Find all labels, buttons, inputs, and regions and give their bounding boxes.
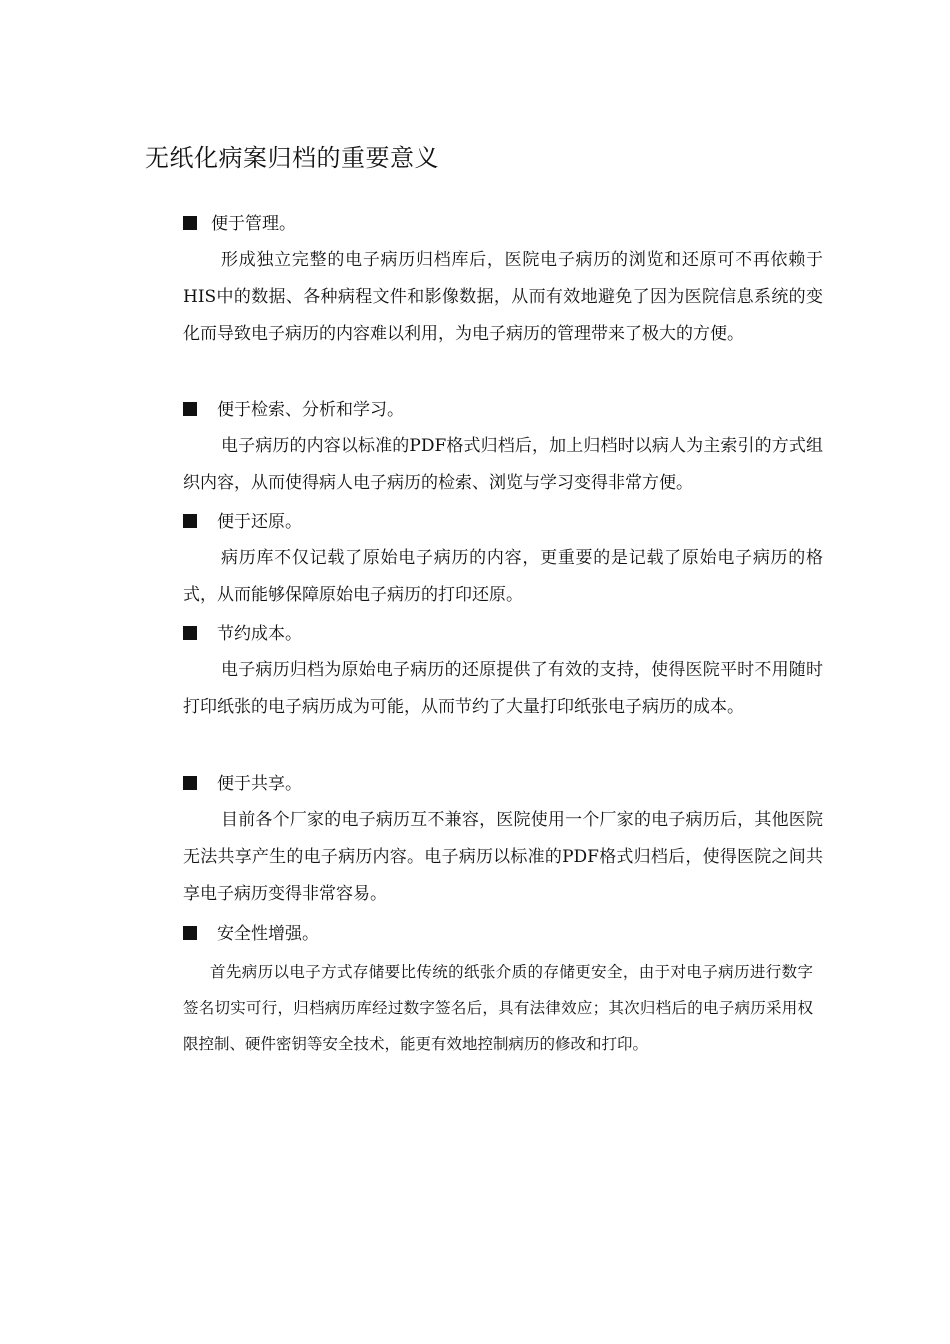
- section-heading-text: 便于共享。: [217, 774, 302, 794]
- section-heading: [183, 620, 823, 648]
- section-heading-text: 安全性增强。: [217, 924, 319, 944]
- section-paragraph: 电子病历归档为原始电子病历的还原提供了有效的支持，使得医院平时不用随时打印纸张的电子病历成为可能，从而节约了大量打印纸张电子病历的成本。: [183, 660, 823, 717]
- section-share: [183, 770, 823, 913]
- square-bullet-icon: [183, 514, 197, 528]
- section-heading-text: 便于还原。: [217, 512, 302, 532]
- section-heading-text: 便于检索、分析和学习。: [217, 400, 404, 420]
- square-bullet-icon: [183, 626, 197, 640]
- section-heading-text: 节约成本。: [217, 624, 302, 644]
- section-restore: [183, 508, 823, 614]
- section-search: [183, 396, 823, 502]
- section-heading-text: 便于管理。: [211, 214, 296, 234]
- section-heading: [183, 396, 823, 424]
- section-cost: [183, 620, 823, 726]
- section-paragraph: 目前各个厂家的电子病历互不兼容，医院使用一个厂家的电子病历后，其他医院无法共享产生的电子病历内容。电子病历以标准的PDF格式归档后，使得医院之间共享电子病历变得非常容易。: [183, 810, 823, 904]
- section-paragraph: 形成独立完整的电子病历归档库后，医院电子病历的浏览和还原可不再依赖于HIS中的数据、各种病程文件和影像数据，从而有效地避免了因为医院信息系统的变化而导致电子病历的内容难以利用，为电子病历的管理带来了极大的方便。: [183, 250, 823, 344]
- section-heading: [183, 920, 823, 948]
- section-paragraph: 电子病历的内容以标准的PDF格式归档后，加上归档时以病人为主索引的方式组织内容，从而使得病人电子病历的检索、浏览与学习变得非常方便。: [183, 436, 823, 493]
- section-heading: [183, 210, 823, 238]
- square-bullet-icon: [183, 402, 197, 416]
- page-title: 无纸化病案归档的重要意义: [145, 144, 439, 172]
- square-bullet-icon: [183, 776, 197, 790]
- square-bullet-icon: [183, 926, 197, 940]
- section-heading: [183, 770, 823, 798]
- section-management: [183, 210, 823, 353]
- section-security: [183, 920, 823, 948]
- section-paragraph: 首先病历以电子方式存储要比传统的纸张介质的存储更安全，由于对电子病历进行数字签名切实可行，归档病历库经过数字签名后，具有法律效应；其次归档后的电子病历采用权限控制、硬件密钥等安全技术，能更有效地控制病历的修改和打印。: [183, 963, 813, 1053]
- section-paragraph: 病历库不仅记载了原始电子病历的内容，更重要的是记载了原始电子病历的格式，从而能够保障原始电子病历的打印还原。: [183, 548, 823, 605]
- square-bullet-icon: [183, 216, 197, 230]
- section-heading: [183, 508, 823, 536]
